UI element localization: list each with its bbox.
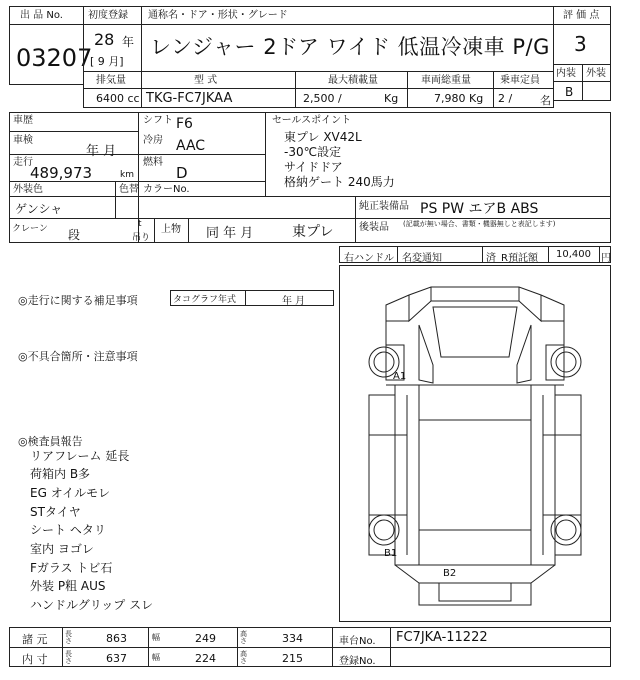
registration-number-label: 登録No. — [339, 656, 376, 667]
first-registration-label: 初度登録 — [88, 10, 128, 21]
chassis-label: 車台No. — [339, 636, 376, 647]
interior-grade-label: 内装 — [556, 68, 576, 79]
exterior-dimensions-label: 諸 元 — [22, 633, 48, 646]
capacity-unit: 名 — [540, 94, 551, 107]
ac-label: 冷房 — [143, 135, 163, 146]
crane-suspend: 吊り — [132, 233, 151, 243]
body-label: 上物 — [161, 224, 181, 235]
gross-weight: 7,980 Kg — [434, 92, 484, 105]
color-code-label: カラーNo. — [143, 184, 190, 195]
fuel-label: 燃料 — [143, 157, 163, 168]
lot-number: 03207 — [16, 44, 93, 72]
interior-width: 224 — [195, 652, 216, 665]
length-label: 長さ — [65, 650, 72, 665]
crane-tons: t — [138, 219, 142, 229]
max-load: 2,500 / — [303, 92, 342, 105]
damage-mark-a1: A1 — [393, 371, 407, 382]
body-maker: 東プレ — [292, 224, 334, 240]
inspector-item: STタイヤ — [30, 505, 81, 519]
max-load-label: 最大積載量 — [328, 75, 378, 86]
color-change-label: 色替 — [119, 184, 139, 195]
tachograph-label: タコグラフ年式 — [173, 295, 237, 305]
inspector-item: 室内 ヨゴレ — [30, 542, 94, 556]
year-unit: 年 — [122, 35, 135, 49]
color: ゲンシャ — [15, 202, 63, 216]
overall-grade: 3 — [574, 32, 587, 56]
exterior-length: 863 — [106, 632, 127, 645]
gross-weight-label: 車両総重量 — [421, 75, 471, 86]
equipment-label: 純正装備品 — [359, 201, 409, 212]
sales-point: 東プレ XV42L — [284, 130, 362, 144]
exterior-height: 334 — [282, 632, 303, 645]
truck-top-view-diagram — [339, 265, 611, 622]
grade-label: 評 価 点 — [563, 10, 600, 21]
shift: F6 — [176, 116, 193, 132]
recycle-status: 済 — [486, 253, 496, 264]
sales-point: サイドドア — [284, 160, 343, 174]
recycle-deposit: 10,400 — [556, 249, 591, 260]
inspector-item: シート ヘタリ — [30, 523, 106, 537]
chassis-number: FC7JKA-11222 — [396, 630, 488, 645]
mileage-unit: km — [120, 170, 134, 180]
name-change-label: 名変通知 — [402, 253, 442, 264]
mileage: 489,973 — [30, 164, 93, 182]
mileage-label: 走行 — [13, 157, 33, 168]
model: TKG-FC7JKAA — [146, 91, 233, 106]
inspection-value: 年 月 — [86, 144, 117, 159]
interior-length: 637 — [106, 652, 127, 665]
history-label: 車歴 — [13, 115, 33, 126]
displacement-label: 排気量 — [96, 75, 126, 86]
shift-label: シフト — [143, 115, 173, 126]
height-label: 高さ — [240, 650, 247, 665]
model-label: 型 式 — [194, 75, 218, 86]
inspector-item: EG オイルモレ — [30, 486, 111, 500]
steering: 右ハンドル — [344, 253, 394, 264]
capacity: 2 / — [498, 92, 513, 105]
body-date: 同 年 月 — [206, 226, 254, 241]
damage-mark-b2: B2 — [443, 568, 457, 579]
height-label: 高さ — [240, 630, 247, 645]
displacement: 6400 cc — [96, 92, 140, 105]
exterior-width: 249 — [195, 632, 216, 645]
capacity-label: 乗車定員 — [500, 75, 540, 86]
width-label: 幅 — [152, 633, 160, 642]
crane-label: クレーン — [12, 224, 48, 234]
inspector-item: ハンドルグリップ スレ — [30, 598, 154, 612]
fuel: D — [176, 164, 188, 182]
registration-month: [ 9 月] — [90, 55, 124, 68]
color-label: 外装色 — [13, 184, 43, 195]
lot-number-label: 出 品 No. — [20, 10, 63, 21]
damage-mark-b1: B1 — [384, 548, 398, 559]
car-name: レンジャー 2ドア ワイド 低温冷凍車 P/G — [150, 35, 550, 59]
tachograph-value: 年 月 — [282, 296, 306, 307]
inspector-report-label: ◎検査員報告 — [18, 435, 83, 448]
yen-unit: 円 — [601, 253, 611, 264]
sales-point: 格納ゲート 240馬力 — [284, 175, 395, 189]
aftermarket-note: (記載が無い場合、書類・機器無しと表記します) — [403, 220, 556, 228]
max-load-unit: Kg — [384, 92, 399, 105]
interior-dimensions-label: 内 寸 — [22, 653, 48, 666]
registration-year: 28 — [94, 30, 115, 49]
recycle-deposit-label: R預託額 — [501, 253, 538, 264]
inspector-item: 荷箱内 B多 — [30, 467, 91, 481]
exterior-grade-label: 外装 — [586, 68, 606, 79]
ac: AAC — [176, 138, 206, 154]
width-label: 幅 — [152, 653, 160, 662]
sales-point: -30℃設定 — [284, 145, 342, 159]
aftermarket-label: 後装品 — [359, 222, 389, 233]
defects-label: ◎不具合箇所・注意事項 — [18, 350, 138, 363]
car-name-label: 通称名・ドア・形状・グレード — [148, 10, 288, 21]
equipment: PS PW エアB ABS — [420, 201, 539, 217]
crane-stages: 段 — [68, 228, 81, 242]
driving-notes-label: ◎走行に関する補足事項 — [18, 294, 138, 307]
inspector-item: リアフレーム 延長 — [30, 449, 130, 463]
sales-point-label: セールスポイント — [272, 115, 352, 126]
inspector-item: Fガラス トビ石 — [30, 561, 113, 575]
inspection-label: 車検 — [13, 135, 33, 146]
interior-grade: B — [565, 85, 574, 99]
interior-height: 215 — [282, 652, 303, 665]
length-label: 長さ — [65, 630, 72, 645]
damage-diagram — [339, 265, 611, 622]
inspector-item: 外装 P粗 AUS — [30, 579, 106, 593]
